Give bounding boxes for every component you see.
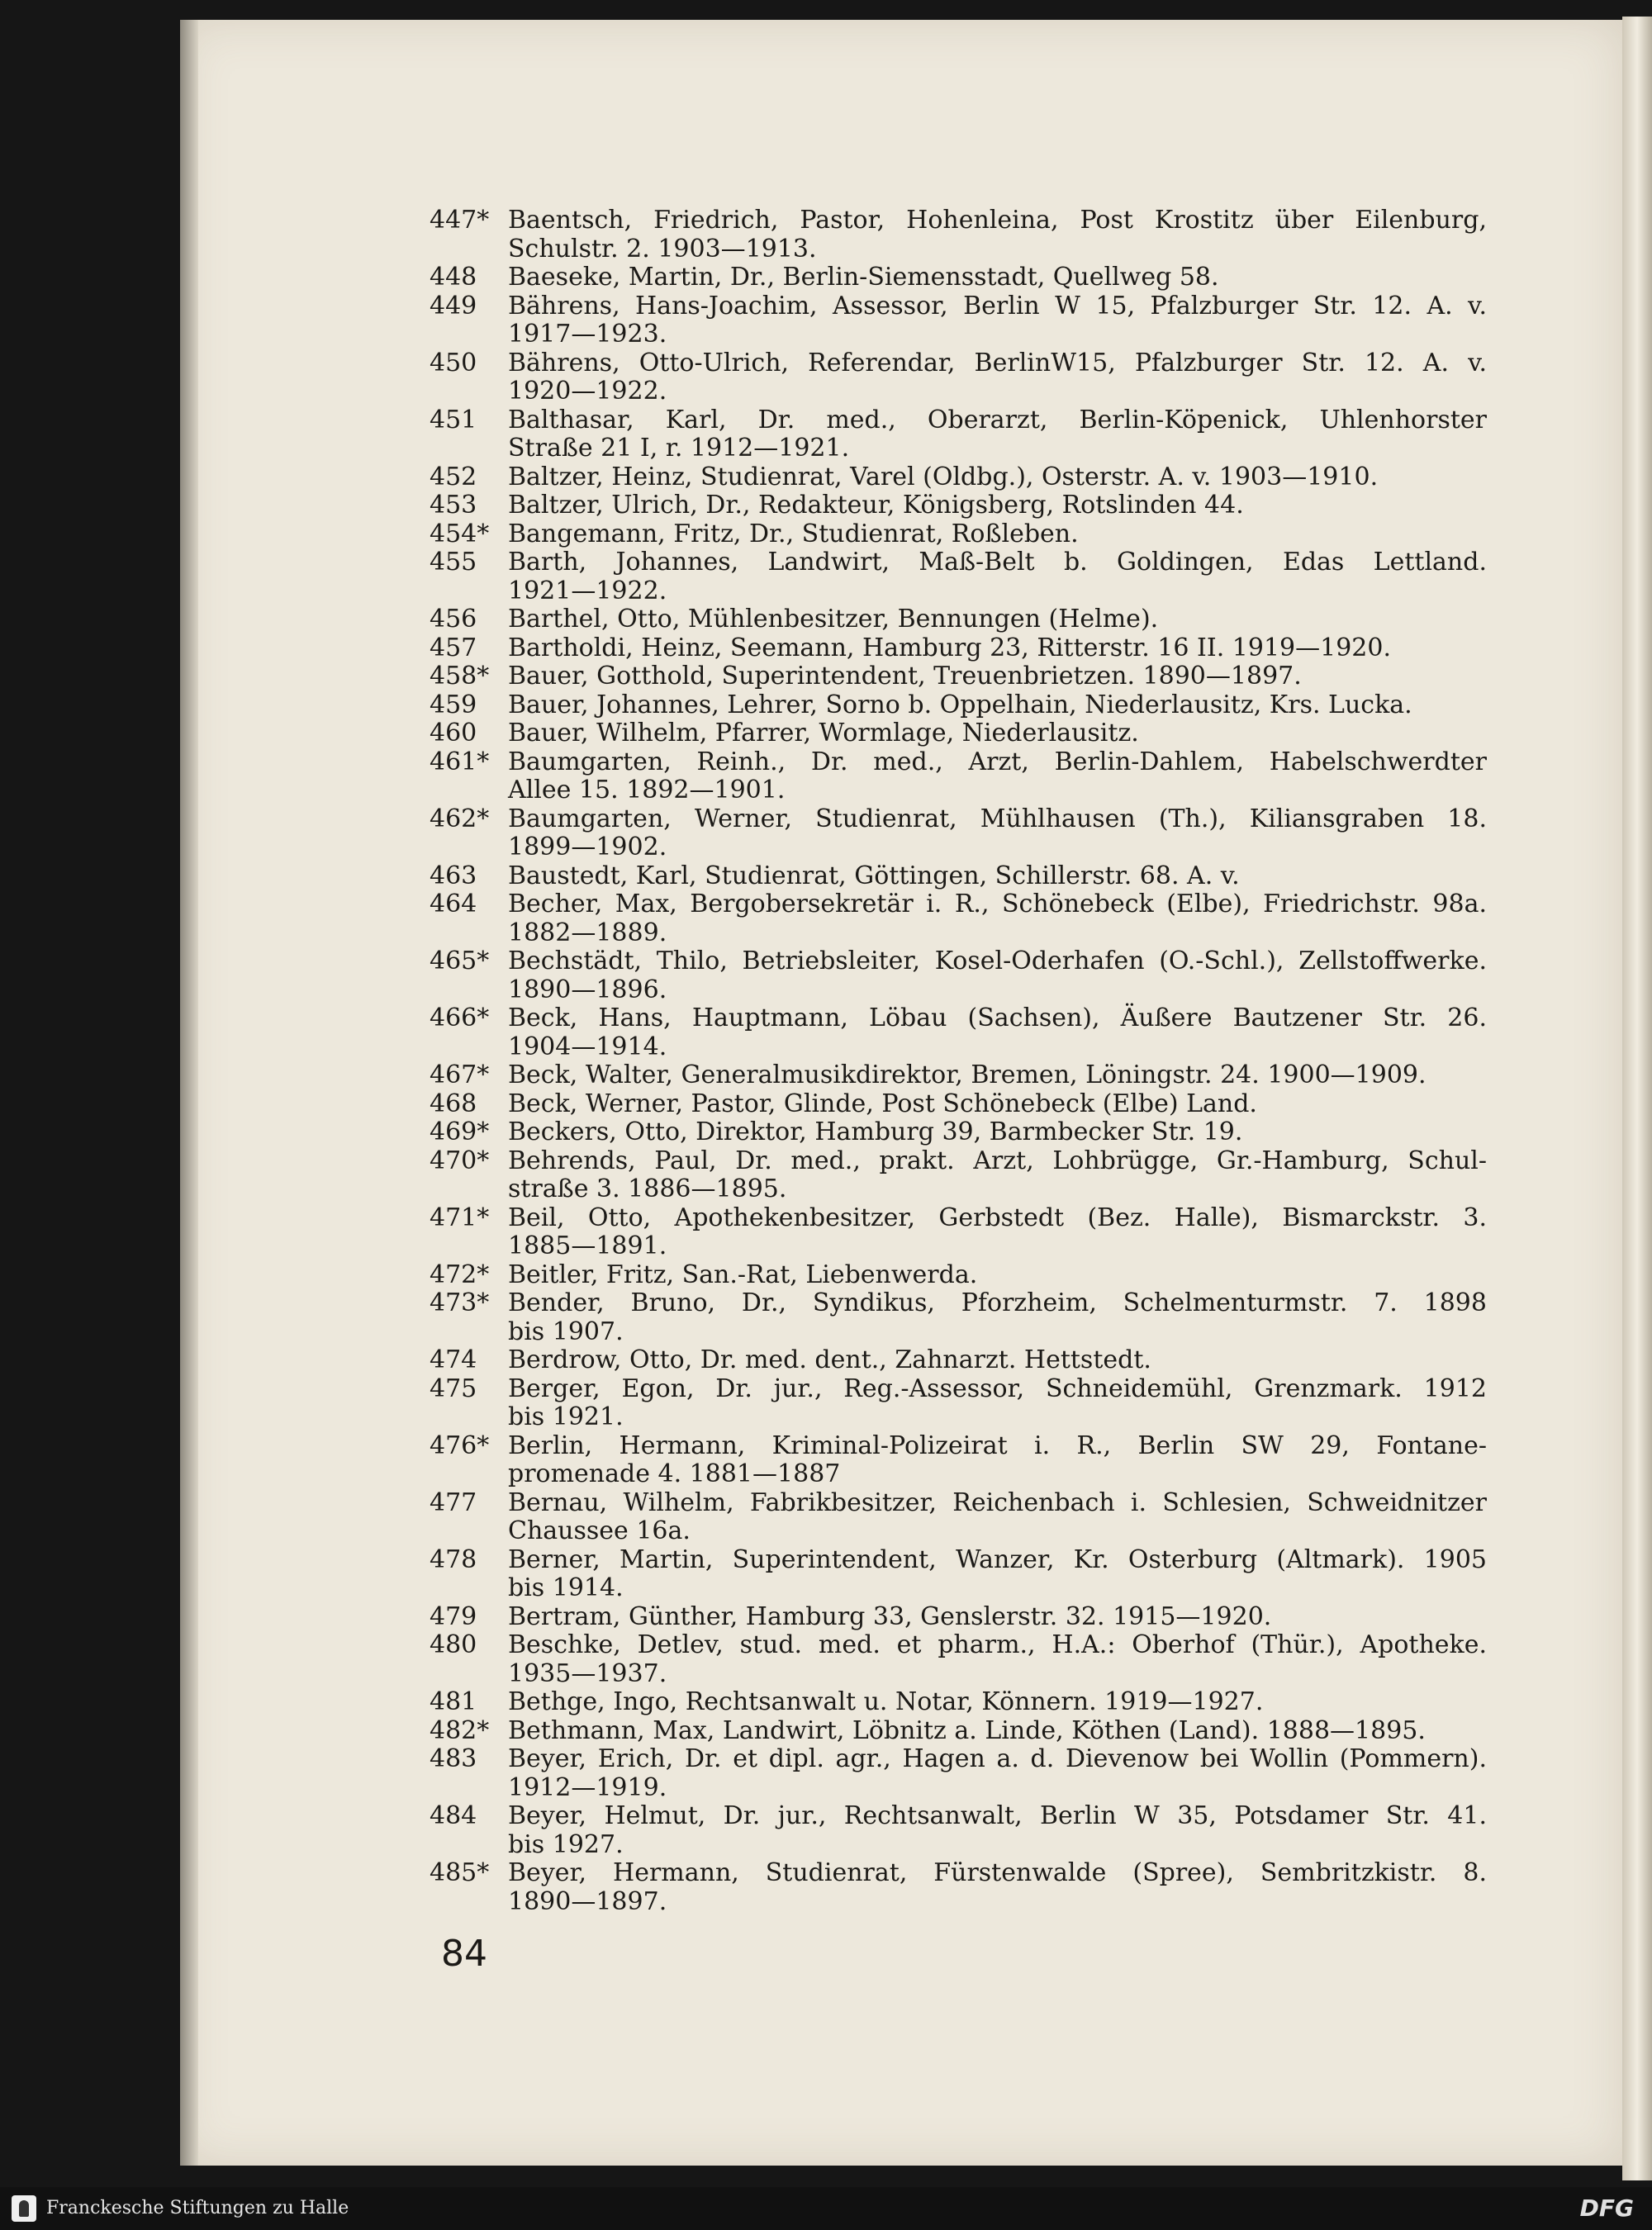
- entry-number: 477: [430, 1487, 477, 1517]
- entry-text-line: Bauer, Gotthold, Superintendent, Treuenbrietzen. 1890—1897.: [508, 662, 1302, 690]
- entry-text-line: Baustedt, Karl, Studienrat, Göttingen, Schillerstr. 68. A. v.: [508, 861, 1240, 890]
- entry-text-line: Balthasar, Karl, Dr. med., Oberarzt, Berlin-Köpenick, Uhlenhorster: [508, 405, 1487, 434]
- list-item: [430, 1061, 1487, 1090]
- entry-text-line: 1912—1919.: [508, 1772, 667, 1802]
- entry-number: 452: [430, 462, 477, 491]
- entry-text-line: Baumgarten, Reinh., Dr. med., Arzt, Berlin-Dahlem, Habelschwerdter: [508, 747, 1487, 776]
- entry-text-line: Bertram, Günther, Hamburg 33, Genslerstr. 32. 1915—1920.: [508, 1601, 1272, 1631]
- entry-number: 468: [430, 1089, 477, 1118]
- entry-text-line: Becher, Max, Bergobersekretär i. R., Schönebeck (Elbe), Friedrichstr. 98a.: [508, 890, 1487, 918]
- entry-text-line: Beitler, Fritz, San.-Rat, Liebenwerda.: [508, 1260, 978, 1289]
- viewer-footer: [0, 2187, 1652, 2230]
- entry-text-line: promenade 4. 1881—1887: [508, 1459, 841, 1488]
- entry-number: 484: [430, 1801, 477, 1830]
- entry-number: 453: [430, 491, 477, 520]
- entry-number: 447*: [430, 206, 490, 235]
- entry-text-line: Beckers, Otto, Direktor, Hamburg 39, Barmbecker Str. 19.: [508, 1117, 1243, 1146]
- entry-text-line: Straße 21 I, r. 1912—1921.: [508, 434, 850, 463]
- entry-number: 449: [430, 291, 477, 320]
- entry-number: 455: [430, 548, 477, 576]
- entry-text-line: Schulstr. 2. 1903—1913.: [508, 234, 817, 263]
- entry-number: 463: [430, 861, 477, 890]
- list-item: [430, 1631, 1487, 1688]
- entry-text-line: bis 1914.: [508, 1573, 624, 1602]
- entry-text-line: Chaussee 16a.: [508, 1516, 691, 1545]
- entry-text-line: Bartholdi, Heinz, Seemann, Hamburg 23, Ritterstr. 16 II. 1919—1920.: [508, 633, 1392, 662]
- list-item: [430, 1717, 1487, 1746]
- foundation-logo-icon: [12, 2195, 36, 2222]
- list-item: [430, 890, 1487, 947]
- list-item: [430, 1688, 1487, 1717]
- entry-number: 464: [430, 890, 477, 918]
- list-item: [430, 1289, 1487, 1346]
- entry-number: 469*: [430, 1117, 490, 1146]
- entry-text-line: Baltzer, Ulrich, Dr., Redakteur, Königsberg, Rotslinden 44.: [508, 491, 1244, 520]
- list-item: [430, 1859, 1487, 1916]
- entry-text-line: Berger, Egon, Dr. jur., Reg.-Assessor, Schneidemühl, Grenzmark. 1912: [508, 1374, 1487, 1403]
- entry-text-line: Bernau, Wilhelm, Fabrikbesitzer, Reichenbach i. Schlesien, Schweidnitzer: [508, 1487, 1487, 1517]
- entry-text-line: 1890—1896.: [508, 975, 667, 1004]
- entry-text-line: 1921—1922.: [508, 576, 667, 605]
- entry-number: 482*: [430, 1715, 490, 1745]
- entry-number: 480: [430, 1630, 477, 1659]
- entry-text-line: Beschke, Detlev, stud. med. et pharm., H.A.: Oberhof (Thür.), Apotheke.: [508, 1630, 1487, 1659]
- entry-text-line: Bangemann, Fritz, Dr., Studienrat, Roßleben.: [508, 519, 1079, 548]
- entry-text-line: Bethge, Ingo, Rechtsanwalt u. Notar, Könnern. 1919—1927.: [508, 1687, 1264, 1716]
- list-item: [430, 1432, 1487, 1489]
- entry-number: 462*: [430, 804, 490, 833]
- entry-number: 485*: [430, 1858, 490, 1887]
- list-item: [430, 1489, 1487, 1546]
- entry-number: 454*: [430, 519, 490, 548]
- entry-number: 474: [430, 1345, 477, 1374]
- entry-text-line: Berner, Martin, Superintendent, Wanzer, Kr. Osterburg (Altmark). 1905: [508, 1544, 1487, 1574]
- entry-text-line: bis 1921.: [508, 1402, 624, 1431]
- entry-text-line: Barth, Johannes, Landwirt, Maß-Belt b. Goldingen, Edas Lettland.: [508, 548, 1487, 576]
- entry-text-line: Beil, Otto, Apothekenbesitzer, Gerbstedt (Bez. Halle), Bismarckstr. 3.: [508, 1203, 1487, 1232]
- list-item: [430, 1118, 1487, 1147]
- entry-text-line: Beyer, Hermann, Studienrat, Fürstenwalde (Spree), Sembritzkistr. 8.: [508, 1858, 1487, 1887]
- institution-name: Franckesche Stiftungen zu Halle: [46, 2198, 349, 2218]
- entry-text-line: Bährens, Hans-Joachim, Assessor, Berlin W 15, Pfalzburger Str. 12. A. v.: [508, 291, 1487, 320]
- entry-text-line: Bender, Bruno, Dr., Syndikus, Pforzheim, Schelmenturmstr. 7. 1898: [508, 1288, 1487, 1317]
- entry-text-line: Bauer, Wilhelm, Pfarrer, Wormlage, Niederlausitz.: [508, 719, 1139, 747]
- entry-text-line: Baltzer, Heinz, Studienrat, Varel (Oldbg.), Osterstr. A. v. 1903—1910.: [508, 462, 1379, 491]
- entry-number: 458*: [430, 662, 490, 690]
- entry-number: 448: [430, 263, 477, 292]
- entry-number: 472*: [430, 1260, 490, 1289]
- entry-number: 471*: [430, 1203, 490, 1232]
- entry-number: 473*: [430, 1288, 490, 1317]
- list-item: [430, 662, 1487, 691]
- list-item: [430, 691, 1487, 720]
- list-item: [430, 947, 1487, 1004]
- list-item: [430, 406, 1487, 463]
- list-item: [430, 634, 1487, 663]
- entry-text-line: 1904—1914.: [508, 1032, 667, 1061]
- entry-number: 479: [430, 1601, 477, 1631]
- entry-text-line: Behrends, Paul, Dr. med., prakt. Arzt, Lohbrügge, Gr.-Hamburg, Schul-: [508, 1146, 1487, 1175]
- page-number: 84: [441, 1933, 487, 1975]
- list-item: [430, 719, 1487, 748]
- entry-text-line: Baumgarten, Werner, Studienrat, Mühlhausen (Th.), Kiliansgraben 18.: [508, 804, 1487, 833]
- list-item: [430, 805, 1487, 862]
- entry-number: 459: [430, 690, 477, 719]
- entry-list: [430, 206, 1487, 1916]
- entry-number: 451: [430, 405, 477, 434]
- entry-text-line: Allee 15. 1892—1901.: [508, 776, 786, 804]
- list-item: [430, 1802, 1487, 1859]
- entry-text-line: 1899—1902.: [508, 833, 667, 861]
- list-item: [430, 548, 1487, 605]
- entry-text-line: 1917—1923.: [508, 320, 667, 349]
- entry-text-line: Beck, Hans, Hauptmann, Löbau (Sachsen), Äußere Bautzener Str. 26.: [508, 1004, 1487, 1032]
- entry-text-line: 1920—1922.: [508, 377, 667, 406]
- entry-text-line: 1885—1891.: [508, 1231, 667, 1260]
- entry-text-line: 1890—1897.: [508, 1886, 667, 1916]
- entry-text-line: Beck, Walter, Generalmusikdirektor, Bremen, Löningstr. 24. 1900—1909.: [508, 1060, 1427, 1089]
- entry-text-line: Barthel, Otto, Mühlenbesitzer, Bennungen (Helme).: [508, 605, 1159, 633]
- entry-text-line: Bauer, Johannes, Lehrer, Sorno b. Oppelhain, Niederlausitz, Krs. Lucka.: [508, 690, 1412, 719]
- list-item: [430, 1090, 1487, 1119]
- list-item: [430, 862, 1487, 891]
- entry-text-line: Berdrow, Otto, Dr. med. dent., Zahnarzt. Hettstedt.: [508, 1345, 1151, 1374]
- list-item: [430, 520, 1487, 549]
- list-item: [430, 349, 1487, 406]
- list-item: [430, 263, 1487, 292]
- entry-text-line: Berlin, Hermann, Kriminal-Polizeirat i. R., Berlin SW 29, Fontane-: [508, 1431, 1487, 1460]
- list-item: [430, 491, 1487, 520]
- entry-number: 460: [430, 719, 477, 747]
- dfg-logo: DFG: [1579, 2194, 1634, 2222]
- entry-number: 475: [430, 1374, 477, 1403]
- list-item: [430, 605, 1487, 634]
- entry-text-line: bis 1907.: [508, 1317, 624, 1346]
- list-item: [430, 463, 1487, 492]
- list-item: [430, 1204, 1487, 1261]
- book-spine: [180, 20, 198, 2166]
- list-item: [430, 1346, 1487, 1375]
- entry-text-line: bis 1927.: [508, 1829, 624, 1859]
- list-item: [430, 1546, 1487, 1603]
- entry-text-line: Bechstädt, Thilo, Betriebsleiter, Kosel-Oderhafen (O.-Schl.), Zellstoffwerke.: [508, 947, 1487, 975]
- entry-number: 465*: [430, 947, 490, 975]
- list-item: [430, 1375, 1487, 1432]
- entry-text-line: 1882—1889.: [508, 918, 667, 947]
- entry-text-line: Beyer, Erich, Dr. et dipl. agr., Hagen a. d. Dievenow bei Wollin (Pommern).: [508, 1744, 1487, 1773]
- list-item: [430, 1261, 1487, 1290]
- entry-text-line: Beck, Werner, Pastor, Glinde, Post Schönebeck (Elbe) Land.: [508, 1089, 1257, 1118]
- entry-number: 483: [430, 1744, 477, 1773]
- entry-number: 478: [430, 1544, 477, 1574]
- entry-number: 467*: [430, 1060, 490, 1089]
- entry-number: 466*: [430, 1004, 490, 1032]
- entry-number: 456: [430, 605, 477, 633]
- entry-text-line: Baentsch, Friedrich, Pastor, Hohenleina, Post Krostitz über Eilenburg,: [508, 206, 1487, 235]
- list-item: [430, 1147, 1487, 1204]
- entry-number: 461*: [430, 747, 490, 776]
- list-item: [430, 292, 1487, 349]
- entry-number: 470*: [430, 1146, 490, 1175]
- entry-text-line: Bethmann, Max, Landwirt, Löbnitz a. Linde, Köthen (Land). 1888—1895.: [508, 1715, 1426, 1745]
- entry-text-line: Bährens, Otto-Ulrich, Referendar, BerlinW15, Pfalzburger Str. 12. A. v.: [508, 348, 1487, 377]
- list-item: [430, 1004, 1487, 1061]
- entry-number: 450: [430, 348, 477, 377]
- entry-text-line: Beyer, Helmut, Dr. jur., Rechtsanwalt, Berlin W 35, Potsdamer Str. 41.: [508, 1801, 1487, 1830]
- list-item: [430, 748, 1487, 805]
- entry-text-line: straße 3. 1886—1895.: [508, 1174, 787, 1203]
- list-item: [430, 1745, 1487, 1802]
- entry-number: 457: [430, 633, 477, 662]
- page-edge: [1622, 17, 1652, 2180]
- entry-number: 476*: [430, 1431, 490, 1460]
- entry-text-line: 1935—1937.: [508, 1658, 667, 1688]
- list-item: [430, 1603, 1487, 1632]
- entry-number: 481: [430, 1687, 477, 1716]
- list-item: [430, 206, 1487, 263]
- entry-text-line: Baeseke, Martin, Dr., Berlin-Siemensstadt, Quellweg 58.: [508, 263, 1219, 292]
